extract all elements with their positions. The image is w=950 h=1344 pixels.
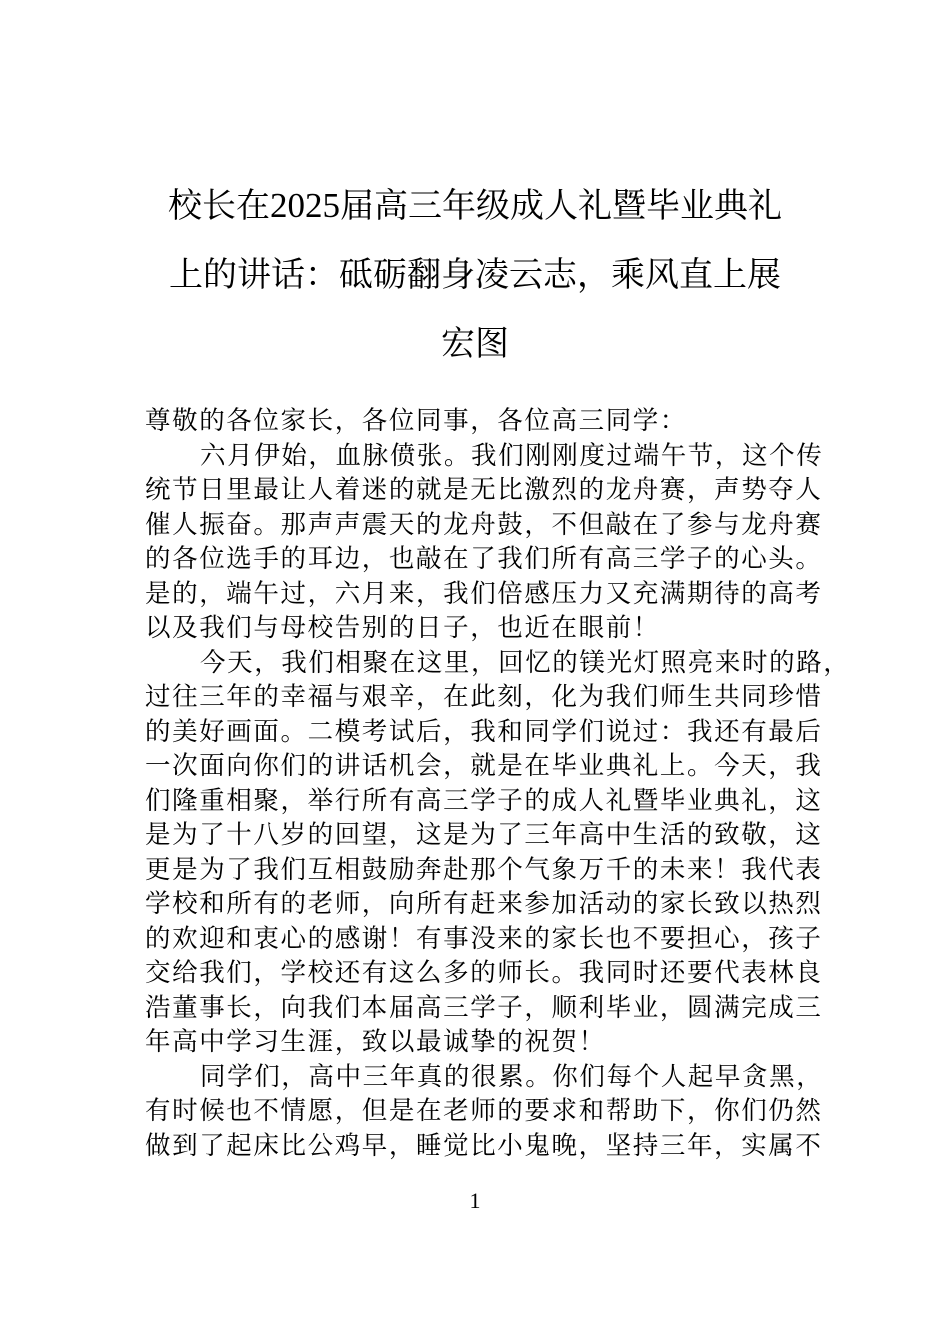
paragraph-1-line: 以及我们与母校告别的日子，也近在眼前！ xyxy=(145,613,660,643)
paragraph-2-line: 是为了十八岁的回望，这是为了三年高中生活的致敬，这 xyxy=(145,820,823,850)
page-number: 1 xyxy=(469,1188,481,1213)
paragraph-1-line: 统节日里最让人着迷的就是无比激烈的龙舟赛，声势夺人 xyxy=(145,475,823,505)
paragraph-1-line: 是的，端午过，六月来，我们倍感压力又充满期待的高考 xyxy=(145,578,823,609)
paragraph-3-line: 有时候也不情愿，但是在老师的要求和帮助下，你们仍然 xyxy=(145,1096,823,1126)
paragraph-2-line: 过往三年的幸福与艰辛，在此刻，化为我们师生共同珍惜 xyxy=(145,682,823,712)
paragraph-1-line: 六月伊始，血脉偾张。我们刚刚度过端午节，这个传 xyxy=(200,440,824,471)
paragraph-1-line: 催人振奋。那声声震天的龙舟鼓，不但敲在了参与龙舟赛 xyxy=(145,509,823,540)
document-title xyxy=(140,171,810,379)
paragraph-2-line: 一次面向你们的讲话机会，就是在毕业典礼上。今天，我 xyxy=(145,751,823,781)
title-line-3: 宏图 xyxy=(441,324,509,364)
paragraph-2-line: 交给我们，学校还有这么多的师长。我同时还要代表林良 xyxy=(145,958,823,988)
title-line-1-prefix: 校长在 xyxy=(168,186,270,226)
title-line-1-suffix: 届高三年级成人礼暨毕业典礼 xyxy=(340,186,782,226)
paragraph-2-line: 们隆重相聚，举行所有高三学子的成人礼暨毕业典礼，这 xyxy=(145,785,823,816)
paragraph-2-line: 的欢迎和衷心的感谢！有事没来的家长也不要担心，孩子 xyxy=(145,923,823,954)
paragraph-2-line: 年高中学习生涯，致以最诚挚的祝贺！ xyxy=(145,1027,606,1057)
paragraph-3-line: 同学们，高中三年真的很累。你们每个人起早贪黑， xyxy=(200,1061,824,1092)
paragraph-2-line: 今天，我们相聚在这里，回忆的镁光灯照亮来时的路， xyxy=(200,647,851,678)
salutation: 尊敬的各位家长，各位同事，各位高三同学： xyxy=(145,406,688,436)
paragraph-2-line: 学校和所有的老师，向所有赶来参加活动的家长致以热烈 xyxy=(145,889,823,919)
title-line-2: 上的讲话：砥砺翻身凌云志，乘风直上展 xyxy=(169,255,781,295)
paragraph-2-line: 浩董事长，向我们本届高三学子，顺利毕业，圆满完成三 xyxy=(145,992,823,1023)
paragraph-2-line: 的美好画面。二模考试后，我和同学们说过：我还有最后 xyxy=(145,716,823,747)
title-line-1 xyxy=(140,171,810,241)
speech-body xyxy=(145,404,851,1163)
title-year: 2025 xyxy=(270,186,340,225)
paragraph-3-line: 做到了起床比公鸡早，睡觉比小鬼晚，坚持三年，实属不 xyxy=(145,1130,823,1161)
paragraph-2-line: 更是为了我们互相鼓励奔赴那个气象万千的未来！我代表 xyxy=(145,854,823,885)
paragraph-1-line: 的各位选手的耳边，也敲在了我们所有高三学子的心头。 xyxy=(145,544,823,574)
